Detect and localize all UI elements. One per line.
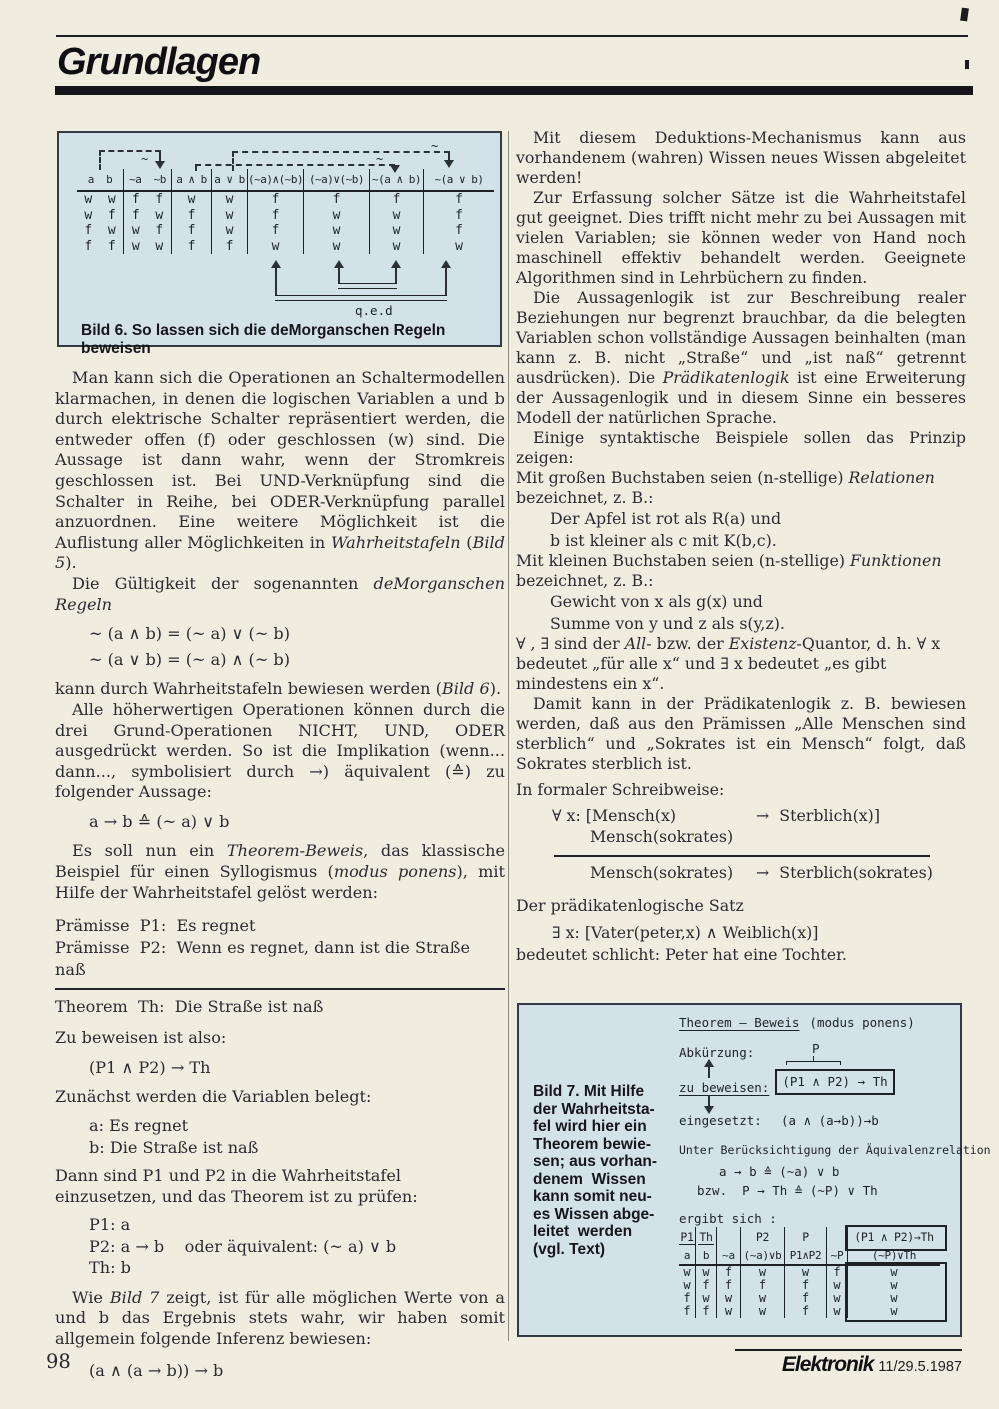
column-header: P	[785, 1227, 827, 1247]
text-segment: zeigt, ist für alle möglichen Werte von a und b das Ergebnis stets wahr, wir haben somit allgemein folgende Inferenz bewiesen:	[55, 1287, 506, 1348]
paragraph	[55, 368, 505, 574]
paragraph	[516, 551, 966, 591]
paragraph	[55, 574, 505, 615]
goal-formula-box: (P1 ∧ P2) → Th	[775, 1069, 895, 1095]
caption-line: leitet werden	[533, 1223, 633, 1240]
result-column-box	[845, 1262, 947, 1322]
text-segment: ∀ , ∃ sind der	[516, 634, 625, 653]
negation-arrow-path	[99, 150, 161, 152]
column-header: a ∨ b	[211, 169, 247, 192]
text-segment: → Sterblich(sokrates)	[756, 863, 933, 882]
figure7-caption	[533, 1083, 671, 1258]
premise-1: Prämisse P1: Es regnet	[55, 916, 256, 936]
paragraph: Der prädikatenlogische Satz	[516, 896, 744, 915]
truth-cell: w	[247, 239, 303, 255]
paragraph: Damit kann in der Prädikatenlogik z. B. bewiesen werden, daß aus den Prämissen „Alle Menschen sind sterblich“ und „Sokrates ist ein Mensch“ folgt, daß Sokrates sterblich ist.	[516, 694, 966, 773]
paragraph: Zunächst werden die Variablen belegt:	[55, 1087, 372, 1107]
text-segment: Theorem-Beweis	[226, 841, 364, 861]
p-label: P	[812, 1041, 820, 1056]
truth-cell: w	[211, 223, 247, 239]
truth-cell: f	[741, 1279, 785, 1292]
brace-tick	[813, 1056, 814, 1061]
negation-label: ~	[431, 139, 439, 153]
truth-cell: w	[827, 1279, 848, 1292]
paragraph: Zur Erfassung solcher Sätze ist die Wahrheitstafel gut geeignet. Dies trifft nicht mehr zu bei Aussagen mit vielen Variablen; sie können weder von Hand noch maschinell effektiv behandelt werden. Geeignete Algorithmen sind in Lehrbüchern zu finden.	[516, 188, 966, 287]
truth-cell: w	[890, 1278, 898, 1292]
formal-line-1	[516, 806, 966, 827]
issue-date: 11/29.5.1987	[878, 1359, 962, 1375]
figure7-title	[679, 1015, 915, 1030]
print-artifact	[960, 8, 969, 22]
truth-cell: w	[890, 1265, 898, 1279]
truth-cell: w	[890, 1291, 898, 1305]
truth-cell: f	[827, 1266, 848, 1279]
equivalence-intro: Unter Berücksichtigung der Äquivalenzrelation	[679, 1143, 991, 1157]
paragraph: Mit diesem Deduktions-Mechanismus kann aus vorhandenem (wahren) Wissen neues Wissen abgeleitet werden!	[516, 128, 966, 187]
truth-cell: f f	[84, 238, 116, 254]
truth-cell: f	[171, 239, 211, 255]
truth-cell: f	[211, 239, 247, 255]
text-segment: Mensch(sokrates)	[590, 863, 734, 882]
column-header: ~(a ∧ b)	[369, 169, 423, 192]
truth-cell: w	[741, 1305, 785, 1318]
variable-assignment-b: b: Die Straße ist naß	[89, 1137, 259, 1157]
text-segment: modus ponens	[333, 862, 457, 882]
caption-line: Bild 7. Mit Hilfe	[533, 1083, 645, 1100]
arrow-down-icon	[444, 160, 454, 168]
truth-cell: w w	[84, 192, 116, 207]
truth-cell: f	[423, 192, 494, 208]
equivalence-2: bzw. P → Th ≙ (~P) ∨ Th	[697, 1183, 878, 1198]
column-header: (~a)∧(~b)	[247, 169, 303, 192]
truth-cell: f	[696, 1305, 717, 1318]
column-header: (~a)∨b	[741, 1247, 785, 1266]
formal-line-3	[516, 863, 966, 884]
text-segment: deMorganschen Regeln	[55, 573, 505, 614]
truth-cell: w	[211, 208, 247, 224]
truth-cell: w	[303, 239, 369, 255]
column-header: a	[679, 1247, 696, 1266]
text-segment: bezeichnet, z. B.:	[516, 571, 654, 590]
truth-cell: f	[679, 1292, 696, 1305]
figure6-caption: Bild 6. So lassen sich die deMorganschen Regeln beweisen	[81, 322, 446, 357]
text-segment: Wahrheitstafeln	[330, 532, 461, 552]
paragraph	[516, 288, 966, 428]
figure-bild7	[517, 1003, 991, 1337]
predicate-formula: ∃ x: [Vater(peter,x) ∧ Weiblich(x)]	[552, 923, 819, 942]
qed-stem	[395, 267, 397, 283]
substitution-p2: P2: a → b oder äquivalent: (~ a) ∨ b	[89, 1236, 397, 1256]
brace-tick	[786, 1061, 787, 1065]
example-relation-1: Der Apfel ist rot als R(a) und	[550, 509, 782, 528]
qed-stem	[275, 267, 277, 295]
column-header: P1∧P2	[785, 1247, 827, 1266]
negation-label: ~	[376, 152, 384, 166]
truth-cell: w	[679, 1266, 696, 1279]
column-header: (P1 ∧ P2)→Th	[854, 1230, 934, 1244]
column-header: a ∧ b	[171, 169, 211, 192]
text-segment: (	[460, 532, 473, 552]
qed-inner-bracket	[338, 283, 397, 289]
text-segment: Relationen	[848, 468, 935, 487]
qed-outer-bracket	[275, 295, 447, 301]
column-header: ~a	[717, 1247, 741, 1266]
truth-cell: f	[785, 1292, 827, 1305]
truth-cell: w	[369, 208, 423, 224]
column-header: (~P)∨Th	[848, 1247, 940, 1266]
example-function-1: Gewicht von x als g(x) und	[550, 592, 763, 611]
column-header	[717, 1227, 741, 1247]
paragraph: In formaler Schreibweise:	[516, 780, 725, 799]
substitution-p1: P1: a	[89, 1215, 131, 1235]
negation-arrow-path	[159, 150, 161, 161]
magazine-logo: Elektronik	[781, 1353, 874, 1376]
result-header-box	[845, 1225, 947, 1251]
header-thin-rule	[56, 35, 968, 37]
brace-tick	[840, 1061, 841, 1065]
truth-cell: w	[369, 223, 423, 239]
truth-cell: f	[171, 208, 211, 224]
truth-cell: w f	[123, 223, 171, 239]
text-segment: Wie	[72, 1287, 110, 1307]
truth-cell: w	[679, 1279, 696, 1292]
text-segment: , das klassische Beispiel für einen Syllogismus (	[55, 841, 505, 882]
substituted-label: eingesetzt:	[679, 1113, 762, 1128]
truth-cell: f f	[123, 192, 171, 208]
column-divider	[508, 131, 509, 1341]
caption-line: Theorem bewie-	[533, 1135, 651, 1153]
paragraph	[55, 1288, 505, 1350]
derivation-rule-line	[554, 855, 930, 857]
substitution-th: Th: b	[89, 1258, 131, 1278]
inference-formula: (a ∧ (a → b)) → b	[89, 1360, 224, 1380]
truth-cell: f w	[123, 208, 171, 224]
equivalence-1: a → b ≙ (~a) ∨ b	[719, 1164, 840, 1179]
truth-cell: f	[171, 223, 211, 239]
negation-arrow-path	[232, 151, 234, 171]
left-column	[55, 368, 505, 1390]
theorem-line: Theorem Th: Die Straße ist naß	[55, 997, 324, 1017]
text-segment: ist eine Erweiterung der Aussagenlogik und in diesem Sinne ein besseres Modell der natürlichen Sprache.	[516, 368, 966, 427]
truth-table-demorgan	[77, 169, 494, 254]
truth-cell: w	[741, 1266, 785, 1279]
text-segment: Funktionen	[850, 551, 942, 570]
truth-cell: w	[717, 1292, 741, 1305]
brace	[786, 1061, 840, 1062]
text-segment: → Sterblich(x)]	[756, 806, 880, 825]
caption-line: kann somit neu-	[533, 1188, 652, 1205]
abbreviation-label: Abkürzung:	[679, 1045, 755, 1060]
truth-cell: w	[827, 1305, 848, 1318]
truth-cell: w	[785, 1266, 827, 1279]
text-segment: Bild 6	[441, 679, 490, 699]
truth-cell: w	[369, 239, 423, 255]
proof-goal-formula: (P1 ∧ P2) → Th	[89, 1057, 211, 1077]
truth-cell: f	[369, 192, 423, 208]
text-segment: Mensch(sokrates)	[590, 827, 734, 846]
text-segment: ), mit Hilfe der Wahrheitstafel gelöst werden:	[55, 862, 505, 902]
right-column	[516, 128, 966, 965]
caption-line: der Wahrheitsta-	[533, 1100, 655, 1118]
text-segment: All-	[624, 634, 652, 653]
truth-cell: f	[785, 1279, 827, 1292]
example-function-2: Summe von y und z als s(y,z).	[550, 613, 785, 633]
column-header	[679, 1227, 696, 1247]
truth-cell: f	[717, 1266, 741, 1279]
text-segment: bezeichnet, z. B.:	[516, 488, 654, 507]
paragraph: Zu beweisen ist also:	[55, 1028, 227, 1048]
truth-cell: w	[423, 239, 494, 255]
truth-cell: f	[247, 192, 303, 208]
truth-cell: f	[696, 1279, 717, 1292]
section-title: Grundlagen	[57, 41, 261, 83]
qed-label: q.e.d	[355, 303, 393, 318]
premise-2: Prämisse P2: Wenn es regnet, dann ist die Straße naß	[55, 938, 476, 980]
text-segment: Es soll nun ein	[72, 841, 227, 861]
figure-bild6	[57, 131, 502, 357]
truth-cell: w	[171, 192, 211, 208]
text-segment: ).	[65, 553, 77, 573]
truth-cell: w w	[123, 239, 171, 255]
truth-cell: w	[890, 1304, 898, 1318]
paragraph	[55, 841, 505, 903]
text-segment: P1	[680, 1230, 694, 1244]
negation-arrow-path	[99, 150, 101, 170]
text-segment: Prädikatenlogik	[662, 368, 790, 387]
to-prove-label: zu beweisen:	[679, 1080, 770, 1095]
caption-line: es Wissen abge-	[533, 1205, 655, 1223]
truth-cell: w f	[84, 207, 116, 223]
text-segment: Man kann sich die Operationen an Schaltermodellen klarmachen, in denen die logischen Variablen a und b durch elektrische Schalter repräsentiert werden, die entweder offen (f) oder geschlossen (w) sind. Die Aussage ist dann wahr, wenn der Stromkreis geschlossen ist. Bei UND-Verknüpfung sind die Schalter in Reihe, bei ODER-Verknüpfung parallel anzuordnen. Eine weitere Möglichkeit ist die Auflistung aller Möglichkeiten in	[55, 368, 505, 552]
paragraph: bedeutet schlicht: Peter hat eine Tochter.	[516, 945, 847, 964]
truth-cell: f w	[84, 223, 116, 238]
truth-cell: w	[211, 192, 247, 208]
column-header	[696, 1227, 717, 1247]
print-artifact	[965, 60, 969, 69]
column-header: b	[696, 1247, 717, 1266]
text-segment: kann durch Wahrheitstafeln bewiesen werden (	[55, 679, 442, 699]
truth-cell: f	[785, 1305, 827, 1318]
text-segment: Existenz	[728, 634, 797, 653]
result-label: ergibt sich :	[679, 1211, 777, 1226]
text-segment: ).	[489, 679, 502, 699]
demorgan-formula-1: ~ (a ∧ b) = (~ a) ∨ (~ b)	[89, 624, 291, 644]
text-segment: Die Aussagenlogik ist zur Beschreibung realer Beziehungen nur begrenzt brauchbar, da die belegten Variablen schon vollständige Aussagen beinhalten (man kann z. B. nicht „Straße“ und „ist naß“ getrennt ausdrücken). Die	[516, 288, 966, 387]
text-segment: bzw. der	[651, 634, 729, 653]
text-segment: Mit großen Buchstaben seien (n-stellige)	[516, 468, 849, 487]
text-segment: Bild 7	[109, 1287, 160, 1307]
negation-arrow-path	[195, 164, 395, 166]
qed-stem	[338, 267, 340, 283]
text-segment: (modus ponens)	[809, 1015, 915, 1030]
caption-line: fel wird hier ein	[533, 1118, 647, 1135]
variable-assignment-a: a: Es regnet	[89, 1116, 189, 1136]
text-segment: ∀ x: [Mensch(x)	[552, 806, 677, 825]
paragraph: Alle höherwertigen Operationen können durch die drei Grund-Operationen NICHT, UND, ODER ausgedrückt werden. So ist die Implikation (wenn... dann..., symbolisiert durch →) äquivalent (≙) zu folgender Aussage:	[55, 699, 505, 802]
paragraph	[516, 468, 966, 508]
text-segment: Bild 5	[55, 532, 505, 573]
truth-cell: w	[696, 1266, 717, 1279]
text-segment: Th	[699, 1230, 713, 1244]
page-number: 98	[46, 1350, 71, 1373]
formal-line-2	[516, 827, 966, 848]
truth-cell: w	[303, 223, 369, 239]
syllogism-rule-line	[55, 988, 505, 990]
paragraph	[516, 634, 966, 694]
column-header: (~a)∨(~b)	[303, 169, 369, 192]
column-header: ~P	[827, 1247, 848, 1266]
column-header: P2	[741, 1227, 785, 1247]
truth-cell: f	[247, 223, 303, 239]
text-segment: Theorem – Beweis	[679, 1015, 800, 1030]
implication-formula: a → b ≙ (~ a) ∨ b	[89, 811, 230, 831]
arrow-stem	[708, 1066, 710, 1078]
truth-cell: f	[303, 192, 369, 208]
footer-brand-block	[735, 1349, 962, 1376]
truth-cell: f	[423, 223, 494, 239]
paragraph	[55, 679, 505, 700]
text-segment: Die Gültigkeit der sogenannten	[72, 573, 374, 593]
truth-cell: f	[247, 208, 303, 224]
qed-stem	[445, 267, 447, 295]
column-header: ~a ~b	[123, 169, 171, 192]
column-header: a b	[77, 169, 123, 192]
example-relation-2: b ist kleiner als c mit K(b,c).	[550, 530, 777, 550]
formal-derivation	[516, 806, 966, 884]
caption-line: sen; aus vorhan-	[533, 1153, 658, 1170]
truth-cell: w	[717, 1305, 741, 1318]
truth-cell: w	[303, 208, 369, 224]
column-header: ~(a ∨ b)	[423, 169, 494, 192]
truth-cell: w	[696, 1292, 717, 1305]
caption-line: denem Wissen	[533, 1170, 646, 1188]
demorgan-formula-2: ~ (a ∨ b) = (~ a) ∧ (~ b)	[89, 649, 291, 669]
truth-cell: f	[717, 1279, 741, 1292]
header-thick-bar	[55, 86, 973, 95]
truth-cell: w	[741, 1292, 785, 1305]
caption-line: (vgl. Text)	[533, 1240, 606, 1258]
arrow-down-icon	[155, 161, 165, 169]
negation-arrow-path	[232, 151, 450, 153]
truth-cell: f	[679, 1305, 696, 1318]
truth-cell: w	[827, 1292, 848, 1305]
paragraph: Dann sind P1 und P2 in die Wahrheitstafel einzusetzen, und das Theorem ist zu prüfen:	[55, 1166, 418, 1206]
text-segment: -Quantor, d. h. ∀ x bedeutet „für alle x“ und ∃ x bedeutet „es gibt mindestens ein x“.	[516, 634, 941, 693]
paragraph: Einige syntaktische Beispiele sollen das Prinzip zeigen:	[516, 428, 966, 467]
text-segment: Mit kleinen Buchstaben seien (n-stellige)	[516, 551, 851, 570]
substituted-formula: (a ∧ (a→b))→b	[781, 1113, 879, 1128]
truth-cell: f	[423, 208, 494, 224]
negation-label: ~	[141, 152, 149, 166]
